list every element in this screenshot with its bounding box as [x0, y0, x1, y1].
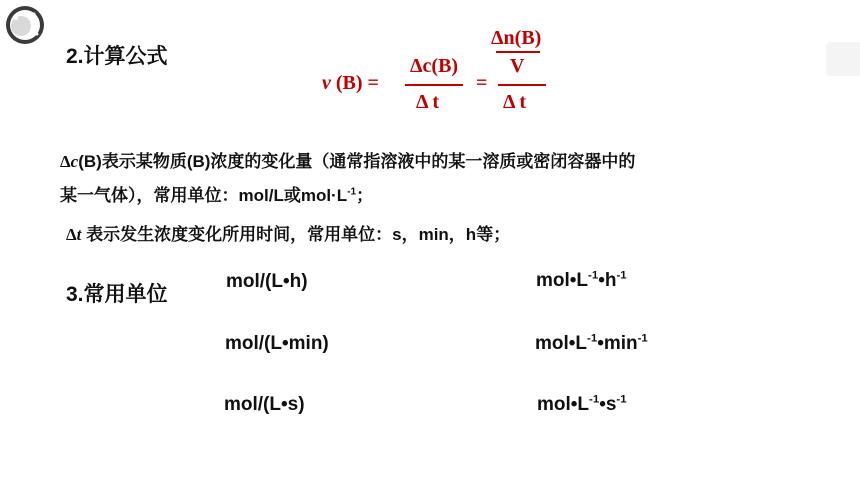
fraction1-denominator: Δ t: [416, 91, 440, 113]
unit-right-2: [535, 333, 648, 355]
exponent: -1: [616, 269, 627, 282]
section3-heading: 3.常用单位: [66, 283, 168, 306]
formula-lhs-var: v: [322, 72, 331, 94]
unit-base: mol•L: [535, 333, 588, 354]
fraction2-denominator: Δ t: [503, 91, 527, 113]
unit-mid: •s: [599, 394, 617, 415]
exponent: -1: [589, 393, 600, 406]
exponent: -1: [616, 393, 627, 406]
logo-emblem-icon: [4, 4, 46, 46]
exponent: -1: [587, 332, 598, 345]
unit-mid: •min: [597, 333, 638, 354]
formula-lhs-arg: (B) =: [330, 72, 379, 94]
definition-delta-t-text: 表示发生浓度变化所用时间，常用单位：s，min，h等；: [81, 225, 511, 244]
unit-mid: •h: [598, 270, 617, 291]
unit-left-1: mol/(L•h): [226, 271, 308, 292]
exponent: -1: [588, 269, 599, 282]
fraction2-numerator-top: Δn(B): [491, 27, 542, 49]
unit-base: mol•L: [537, 394, 590, 415]
unit-left-2: mol/(L•min): [225, 333, 329, 354]
fraction2-inner-bar: [496, 51, 540, 53]
exponent: -1: [347, 186, 357, 198]
section2-heading: 2.计算公式: [66, 45, 168, 68]
formula-equals: =: [476, 72, 488, 94]
exponent: -1: [637, 332, 648, 345]
delta-symbol: Δ: [66, 225, 77, 244]
unit-left-3: mol/(L•s): [224, 394, 305, 415]
definition-delta-c-text: (B)表示某物质(B)浓度的变化量（通常指溶液中的某一溶质或密闭容器中的: [78, 152, 636, 171]
definition-delta-c-units: 某一气体），常用单位：mol/L或mol·L: [60, 186, 348, 205]
fraction1-bar: [405, 84, 463, 86]
definition-delta-t: [66, 220, 510, 245]
unit-right-1: [536, 270, 627, 292]
definition-delta-c-tail: ；: [356, 186, 374, 205]
unit-base: mol•L: [536, 270, 589, 291]
unit-right-3: [537, 394, 627, 416]
fraction2-numerator-bottom: V: [510, 55, 525, 77]
delta-symbol: Δ: [60, 152, 71, 171]
variable-t: t: [76, 225, 82, 244]
definition-delta-c-line2: [60, 181, 373, 206]
fraction2-bar: [498, 84, 546, 86]
corner-tab: [826, 42, 860, 76]
fraction1-numerator: Δc(B): [410, 55, 459, 77]
formula-lhs: [322, 72, 379, 95]
definition-delta-c-line1: [60, 147, 635, 172]
variable-c: c: [70, 152, 79, 171]
